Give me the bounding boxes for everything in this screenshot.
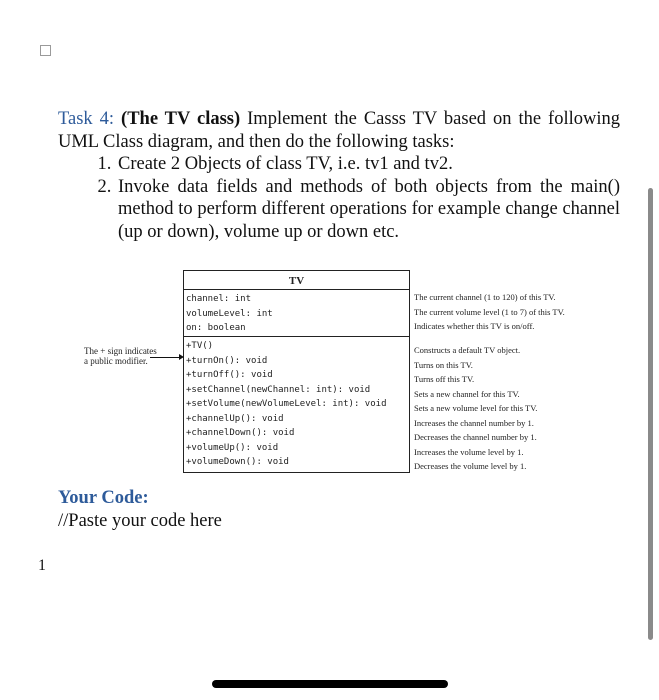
task-label: Task 4: [58, 109, 115, 129]
method-description: Turns on this TV. [414, 359, 473, 370]
page-number: 1 [38, 557, 46, 574]
method-description: Sets a new volume level for this TV. [414, 403, 538, 413]
method-description: Increases the volume level by 1. [414, 446, 524, 457]
uml-fields [184, 290, 409, 337]
method-description: Constructs a default TV object. [414, 345, 521, 355]
task-item: 2. Invoke data fields and methods of both objects from the main() method to perform different operations for example change channel (up or down), volume up or down etc. [116, 176, 620, 244]
task-description [58, 108, 620, 243]
uml-class-name: TV [184, 271, 409, 290]
task-item: 1. Create 2 Objects of class TV, i.e. tv1 and tv2. [116, 153, 620, 176]
method-description: Turns off this TV. [414, 374, 475, 384]
note-line: a public modifier. [84, 356, 148, 366]
uml-field: volumeLevel: int [186, 308, 273, 319]
note-line: The + sign indicates [84, 346, 157, 356]
uml-method: +turnOff(): void [186, 370, 273, 380]
uml-method: +turnOn(): void [186, 355, 268, 366]
code-placeholder[interactable]: //Paste your code here [58, 511, 222, 531]
your-code-heading: Your Code: [58, 488, 149, 508]
method-description: Increases the channel number by 1. [414, 417, 534, 428]
uml-method: +TV() [186, 341, 214, 351]
uml-method: +volumeDown(): void [186, 457, 289, 467]
method-descriptions [414, 343, 537, 474]
public-modifier-note [84, 346, 157, 366]
uml-method: +volumeUp(): void [186, 442, 279, 453]
uml-method: +channelDown(): void [186, 428, 295, 438]
method-description: Decreases the volume level by 1. [414, 461, 527, 471]
uml-field: channel: int [186, 294, 252, 304]
checkbox[interactable] [40, 45, 51, 56]
method-description: Decreases the channel number by 1. [414, 432, 537, 442]
uml-method: +setVolume(newVolumeLevel: int): void [186, 399, 387, 409]
scrollbar[interactable] [648, 188, 653, 640]
task-list [58, 153, 620, 243]
method-description: Sets a new channel for this TV. [414, 388, 520, 399]
field-description: The current volume level (1 to 7) of this TV. [414, 306, 565, 317]
field-descriptions [414, 290, 565, 334]
uml-field: on: boolean [186, 323, 246, 333]
task-title: (The TV class) [121, 109, 241, 129]
task-intro [58, 108, 620, 153]
home-indicator[interactable] [212, 680, 448, 688]
field-description: Indicates whether this TV is on/off. [414, 321, 535, 331]
uml-method: +setChannel(newChannel: int): void [186, 384, 371, 395]
uml-methods [184, 337, 409, 472]
uml-class-diagram [183, 270, 410, 473]
uml-method: +channelUp(): void [186, 413, 284, 424]
arrow-icon [150, 357, 180, 358]
task-intro-text: Implement the Casss TV based on the following UML Class diagram, and then do the following tasks: [58, 109, 621, 152]
field-description: The current channel (1 to 120) of this TV. [414, 292, 556, 302]
